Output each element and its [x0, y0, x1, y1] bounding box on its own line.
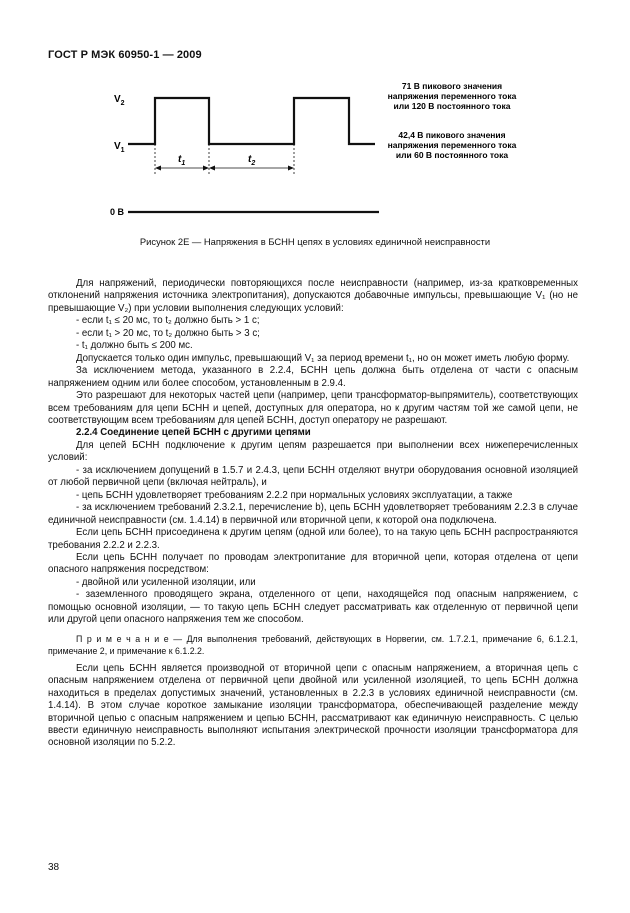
- lower-label-line: 42,4 В пикового значения: [398, 130, 506, 140]
- page-number: 38: [48, 862, 60, 873]
- arrow-head: [203, 166, 209, 171]
- lower-label-line: или 60 В постоянного тока: [395, 150, 509, 160]
- list-item: - t₁ должно быть ≤ 200 мс.: [76, 340, 193, 352]
- paragraph: Для цепей БСНН подключение к другим цепям разрешается при выполнении всех нижеперечисленных условий:: [48, 439, 578, 464]
- arrow-head: [209, 166, 215, 171]
- section-heading: 2.2.4 Соединение цепей БСНН с другими цепями: [76, 427, 311, 439]
- body-text: [48, 278, 578, 750]
- upper-label-line: напряжения переменного тока: [387, 91, 517, 101]
- list-item: - за исключением требований 2.3.2.1, перечисление b), цепь БСНН удовлетворяет требованиям 2.2.3 в случае единичной неисправности (см. 1.4.14) в первичной или вторичной цепи, к которой она подключена.: [48, 502, 578, 526]
- arrow-head: [155, 166, 161, 171]
- lower-label-line: напряжения переменного тока: [387, 140, 517, 150]
- waveform-line: [128, 98, 375, 144]
- document-header: ГОСТ Р МЭК 60950-1 — 2009: [48, 49, 202, 61]
- list-item: - цепь БСНН удовлетворяет требованиям 2.2.2 при нормальных условиях эксплуатации, а также: [76, 489, 513, 501]
- upper-limit-label: [388, 81, 517, 111]
- paragraph: Для напряжений, периодически повторяющихся после неисправности (например, из-за кратковременных отклонений напряжения источника электропитания), допускаются добавочные импульсы, превышающие V₁ (но не превышающие V₂) при условии выполнения следующих условий:: [48, 278, 578, 314]
- paragraph: Если цепь БСНН является производной от вторичной цепи с опасным напряжением, а вторичная цепь с опасным напряжением отделена от первичной цепи двойной или усиленной изоляцией, то цепь БСНН должна находиться в пределах допустимых значений, установленных в 2.2.3 в условиях единичной неисправности (см. 1.4.14). В этом случае короткое замыкание изоляции трансформатора, обеспечивающей разделение между вторичной цепью с опасным напряжением и цепью БСНН, рассматривают как единичную неисправность. С целью ввести единичную неисправность выполняют испытания электрической прочности изоляции трансформатора для основной изоляции по 5.2.2.: [48, 662, 578, 749]
- v2-label: $V_2$: [114, 94, 125, 107]
- arrow-head: [288, 166, 294, 171]
- paragraph: За исключением метода, указанного в 2.2.4, БСНН цепь должна быть отделена от части с опасным напряжением одним или более способом, установленным в 2.9.4.: [48, 365, 578, 389]
- figure-caption: Рисунок 2Е — Напряжения в БСНН цепях в условиях единичной неисправности: [139, 236, 491, 247]
- list-item: - двойной или усиленной изоляции, или: [76, 576, 256, 588]
- paragraph: Это разрешают для некоторых частей цепи (например, цепи трансформатор-выпрямитель), соответствующих всем требованиям для цепи БСНН и цепей, доступных для оператора, но к другим частям той же самой цепи, не соответствующим всем требованиям для цепей БСНН, доступ оператору не разрешают.: [48, 390, 578, 426]
- v1-label: $V_1$: [114, 141, 125, 154]
- upper-label-line: или 120 В постоянного тока: [393, 101, 511, 111]
- note: П р и м е ч а н и е — Для выполнения требований, действующих в Норвегии, см. 1.7.2.1, примечание 6, 6.1.2.1, примечание 2, и примечание к 6.1.2.2.: [48, 633, 578, 656]
- list-item: - заземленного проводящего экрана, отделенного от цепи, находящейся под опасным напряжением, с помощью основной изоляции, — то такую цепь БСНН следует рассматривать как отделенную от первичной цепи или другой цепи опасного напряжения тем же способом.: [48, 589, 578, 626]
- t1-label: $t_1$: [178, 154, 186, 167]
- paragraph: Если цепь БСНН присоединена к другим цепям (одной или более), то на такую цепь БСНН распространяются требования 2.2.2 и 2.2.3.: [48, 527, 578, 551]
- paragraph: Допускается только один импульс, превышающий V₁ за период времени t₁, но он может иметь любую форму.: [76, 352, 570, 364]
- voltage-waveform-figure: [0, 0, 630, 230]
- paragraph: Если цепь БСНН получает по проводам электропитание для вторичной цепи, которая отделена от цепи опасного напряжения посредством:: [48, 551, 578, 576]
- list-item: - если t₁ > 20 мс, то t₂ должно быть > 3 с;: [76, 327, 260, 339]
- t2-label: $t_2$: [248, 154, 256, 167]
- list-item: - если t₁ ≤ 20 мс, то t₂ должно быть > 1 с;: [76, 315, 260, 327]
- list-item: - за исключением допущений в 1.5.7 и 2.4.3, цепи БСНН отделяют внутри оборудования основной изоляцией от любой первичной цепи (включая нейтраль), и: [48, 464, 578, 489]
- upper-label-line: 71 В пикового значения: [401, 81, 503, 91]
- zero-label: 0 В: [110, 207, 125, 217]
- lower-limit-label: [388, 130, 517, 160]
